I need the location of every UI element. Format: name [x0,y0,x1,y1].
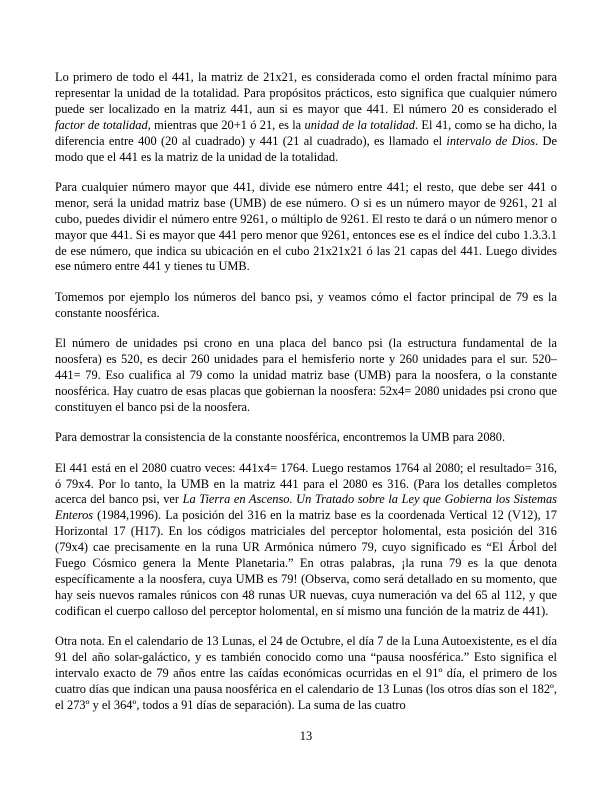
italic-text: unidad de la totalidad [304,117,415,132]
italic-text: intervalo de Dios [446,133,536,148]
paragraph [55,430,557,446]
text-run: Tomemos por ejemplo los números del banco psi, y veamos cómo el factor principal de 79 es la constante noosférica. [55,289,557,320]
text-run: , mientras que 20+1 ó 21, es la [147,117,305,132]
text-run: . El 41, como se ha dicho, la diferencia entre 400 (20 al cuadrado) y 441 (21 al cuadrado), es llamado el [55,117,557,148]
paragraph [55,336,557,416]
text-run: Para cualquier número mayor que 441, divide ese número entre 441; el resto, que debe ser 441 o menor, será la unidad matriz base (UMB) de ese número. O si es un número mayor de 9261, 21 al cubo, puedes dividir el número entre 9261, o múltiplo de 9261. El resto te dará o un número menor o mayor que 441. Si es mayor que 441 pero menor que 9261, entonces ese es el índice del cubo 1.3.3.1 de ese número, que indica su ubicación en el cubo 21x21x21 ó las 21 capas del 441. Luego divides ese número entre 441 y tienes tu UMB. [55,179,557,274]
text-run: (1984,1996). La posición del 316 en la matriz base es la coordenada Vertical 12 (V12), 17 Horizontal 17 (H17). En los códigos matriciales del perceptor holomental, esta posición del 316 (79x4) cae precisamente en la runa UR Armónica número 79, cuyo significado es “El Árbol del Fuego Cósmico genera la Mente Planetaria.” En otras palabras, ¡la runa 79 es la que denota específicamente a la noosfera, cuya UMB es 79! (Observa, como será detallado en su momento, que hay seis nuevos ramales rúnicos con 48 runas UR nuevas, cuya numeración va del 65 al 112, y que codifican el cuerpo calloso del perceptor holomental, en sí mismo una función de la matriz de 441). [55,508,557,618]
paragraph [55,634,557,714]
text-run: Lo primero de todo el 441, la matriz de 21x21, es considerada como el orden fractal mínimo para representar la unidad de la totalidad. Para propósitos prácticos, esto significa que cualquier número puede ser localizado en la matriz 441, aun si es mayor que 441. El número 20 es considerado el [55,70,557,116]
text-run: Otra nota. En el calendario de 13 Lunas, el 24 de Octubre, el día 7 de la Luna Autoexistente, es el día 91 del año solar-galáctico, y es también conocido como una “pausa noosférica.” Esto significa el intervalo exacto de 79 años entre las caídas económicas ocurridas en el 91º día, el primero de los cuatro días que indican una pausa noosférica en el calendario de 13 Lunas (los otros días son el 182º, el 273º y el 364º, todos a 91 días de separación). La suma de las cuatro [55,634,557,712]
text-run: Para demostrar la consistencia de la constante noosférica, encontremos la UMB para 2080. [55,430,506,445]
italic-text: factor de totalidad [55,117,148,132]
italic-text: La Tierra en Ascenso. Un Tratado sobre la Ley que Gobierna los Sistemas Enteros [55,492,557,523]
paragraph [55,290,557,322]
paragraph [55,180,557,275]
paragraph [55,461,557,620]
paragraph [55,70,557,165]
text-run: El 441 está en el 2080 cuatro veces: 441x4= 1764. Luego restamos 1764 al 2080; el resultado= 316, ó 79x4. Por lo tanto, la UMB en la matriz 441 para el 2080 es 316. (Para los detalles completos acerca del banco psi, ver [55,460,557,507]
text-run: El número de unidades psi crono en una placa del banco psi (la estructura fundamental de la noosfera) es 520, es decir 260 unidades para el hemisferio norte y 260 unidades para el sur. 520–441= 79. Eso cualifica al 79 como la unidad matriz base (UMB) para la noosfera, o la constante noosférica. Hay cuatro de esas placas que gobiernan la noosfera: 52x4= 2080 unidades psi crono que constituyen el banco psi de la noosfera. [55,336,557,414]
text-run: . De modo que el 441 es la matriz de la unidad de la totalidad. [55,133,557,164]
page-number: 13 [299,729,313,743]
document-body [55,70,557,714]
